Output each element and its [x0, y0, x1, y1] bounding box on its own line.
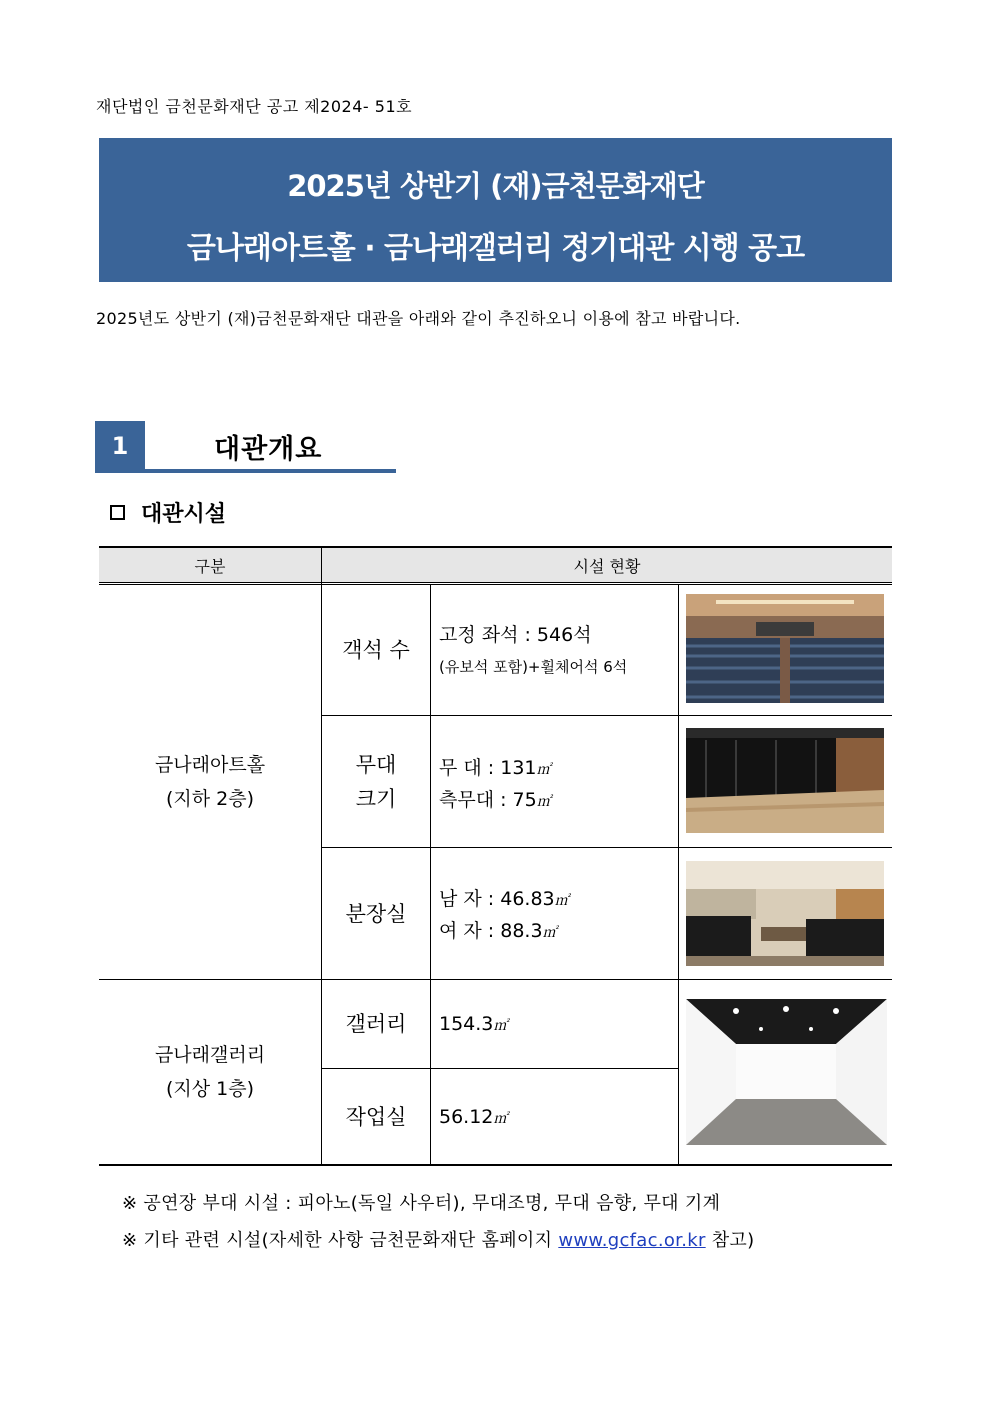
label-stage-line2: 크기 — [355, 786, 397, 811]
dressing-female — [439, 916, 557, 943]
column-divider — [678, 585, 679, 1164]
venue-gallery-name: 금나래갤러리 — [154, 1044, 266, 1066]
unit-sqm: ㎡ — [493, 1111, 508, 1127]
venue-arthall-cell — [99, 585, 321, 979]
stage-side-value: 측무대 : 75 — [439, 789, 537, 811]
dressing-male — [439, 884, 569, 911]
label-stage-size — [322, 716, 430, 847]
unit-sqm: ㎡ — [536, 762, 551, 778]
title-banner — [99, 138, 892, 282]
label-gallery: 갤러리 — [345, 1012, 407, 1036]
homepage-link[interactable]: www.gcfac.or.kr — [558, 1230, 706, 1251]
note-other-prefix: ※ 기타 관련 시설(자세한 사항 금천문화재단 홈페이지 — [122, 1230, 559, 1251]
unit-sqm: ㎡ — [542, 925, 557, 941]
seats-extra: (유보석 포함)+휠체어석 6석 — [439, 658, 628, 676]
stage-side — [439, 785, 551, 812]
gallery-photo — [686, 999, 887, 1145]
gallery-area — [439, 1013, 507, 1035]
unit-sqm: ㎡ — [554, 893, 569, 909]
table-bottom-border — [99, 1164, 892, 1166]
header-facility-status: 시설 현황 — [573, 556, 641, 576]
note-facilities: ※ 공연장 부대 시설 : 피아노(독일 사우터), 무대조명, 무대 음향, 무대 기계 — [122, 1193, 721, 1214]
note-other-suffix: 참고) — [705, 1230, 755, 1251]
checkbox-square-icon — [110, 505, 125, 520]
label-workroom: 작업실 — [345, 1104, 407, 1129]
venue-gallery-cell — [99, 980, 321, 1164]
venue-gallery-floor: (지상 1층) — [165, 1078, 254, 1100]
seats-fixed: 고정 좌석 : 546석 — [439, 624, 592, 646]
stage-photo — [686, 728, 884, 833]
notice-number: 재단법인 금천문화재단 공고 제2024- 51호 — [96, 97, 413, 116]
unit-sqm: ㎡ — [536, 794, 551, 810]
dressing-room-photo — [686, 861, 884, 966]
stage-main-value: 무 대 : 131 — [439, 757, 537, 779]
section-number: 1 — [95, 421, 145, 471]
note-other — [122, 1226, 754, 1252]
stage-main — [439, 753, 551, 780]
intro-text: 2025년도 상반기 (재)금천문화재단 대관을 아래와 같이 추진하오니 이용에 참고 바랍니다. — [96, 309, 741, 328]
dressing-female-value: 여 자 : 88.3 — [439, 920, 543, 942]
section-title: 대관개요 — [214, 434, 323, 465]
banner-title-line2: 금나래아트홀 · 금나래갤러리 정기대관 시행 공고 — [186, 231, 805, 266]
label-dressing-room: 분장실 — [345, 901, 407, 926]
label-stage-line1: 무대 — [355, 752, 397, 777]
venue-arthall-floor: (지하 2층) — [165, 788, 254, 810]
header-category: 구분 — [194, 556, 226, 576]
subsection-title: 대관시설 — [141, 502, 227, 527]
workroom-area-value: 56.12 — [439, 1106, 494, 1128]
banner-title-line1: 2025년 상반기 (재)금천문화재단 — [287, 169, 704, 203]
unit-sqm: ㎡ — [493, 1018, 508, 1034]
dressing-male-value: 남 자 : 46.83 — [439, 888, 555, 910]
label-seats: 객석 수 — [342, 638, 410, 662]
column-divider — [430, 585, 431, 1164]
workroom-area — [439, 1106, 507, 1128]
table-header-border — [99, 582, 892, 583]
gallery-area-value: 154.3 — [439, 1013, 494, 1035]
section-underline — [95, 469, 396, 473]
auditorium-seats-photo — [686, 594, 884, 703]
venue-arthall-name: 금나래아트홀 — [154, 754, 266, 776]
